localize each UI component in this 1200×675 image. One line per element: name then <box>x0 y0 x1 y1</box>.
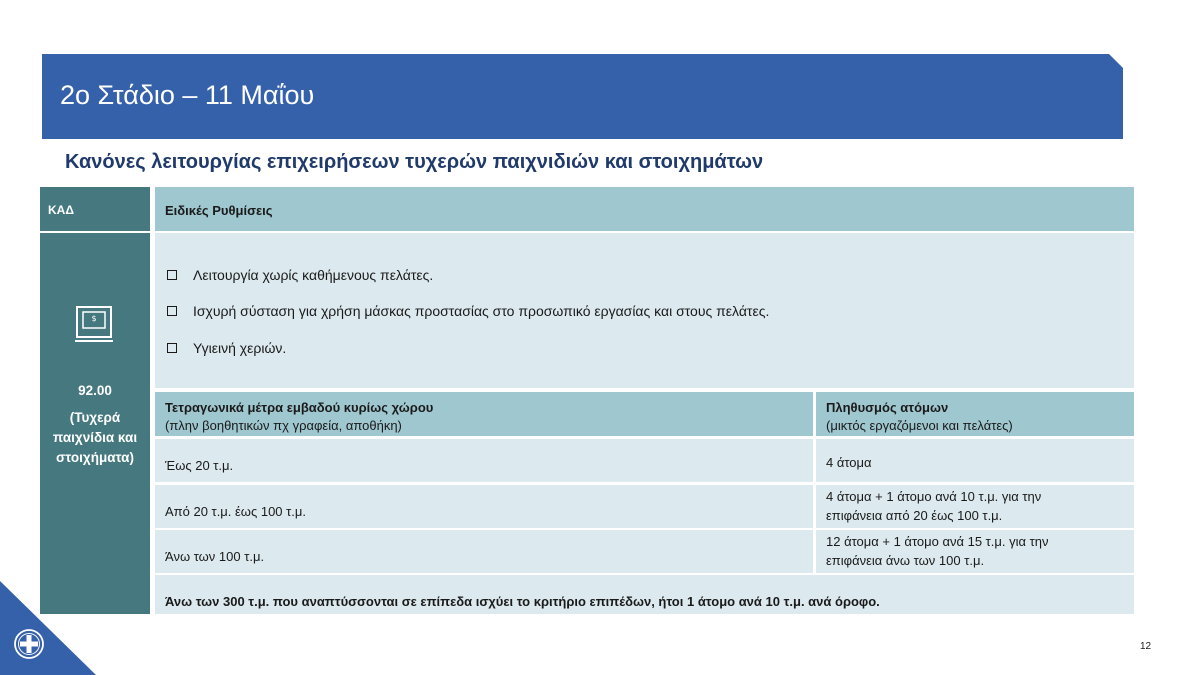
kad-description <box>40 408 150 468</box>
people-header-title: Πληθυσμός ατόμων <box>826 400 949 415</box>
area-header-title: Τετραγωνικά μέτρα εμβαδού κυρίως χώρου <box>165 400 434 415</box>
people-value: επιφάνεια από 20 έως 100 τ.μ. <box>826 508 1003 523</box>
rule-item <box>167 267 433 283</box>
rule-item <box>167 303 769 319</box>
footer-note-cell <box>155 575 1134 614</box>
rules-header-label: Ειδικές Ρυθμίσεις <box>165 203 273 218</box>
people-value: επιφάνεια άνω των 100 τ.μ. <box>826 553 985 568</box>
table-row-people <box>816 485 1134 528</box>
table-row-area <box>155 485 813 528</box>
table-row-area <box>155 530 813 573</box>
checkbox-bullet-icon <box>167 343 177 353</box>
area-value: Από 20 τ.μ. έως 100 τ.μ. <box>165 504 306 519</box>
kad-header-label: ΚΑΔ <box>48 203 74 217</box>
checkbox-bullet-icon <box>167 270 177 280</box>
kad-description-line: παιχνίδια και <box>52 430 138 445</box>
area-value: Έως 20 τ.μ. <box>165 458 234 473</box>
table-row-people <box>816 439 1134 482</box>
kad-description-line: (Τυχερά <box>69 410 121 425</box>
people-value: 4 άτομα + 1 άτομο ανά 10 τ.μ. για την <box>826 489 1042 504</box>
rule-text: Υγιεινή χεριών. <box>193 340 287 356</box>
kad-description-line: στοιχήματα) <box>56 450 134 465</box>
checkbox-bullet-icon <box>167 306 177 316</box>
kad-header-cell <box>40 187 150 231</box>
table-row-people <box>816 530 1134 573</box>
area-header-subtitle: (πλην βοηθητικών πχ γραφεία, αποθήκη) <box>165 418 402 433</box>
greek-emblem-icon <box>0 581 96 675</box>
table-row-area <box>155 439 813 482</box>
slide-title: 2ο Στάδιο – 11 Μαΐου <box>60 80 315 110</box>
kad-body-cell <box>40 233 150 614</box>
kad-code: 92.00 <box>78 383 112 398</box>
people-header-cell <box>816 392 1134 436</box>
rule-text: Ισχυρή σύσταση για χρήση μάσκας προστασίας στο προσωπικό εργασίας και στους πελάτες. <box>193 303 770 319</box>
footer-note: Άνω των 300 τ.μ. που αναπτύσσονται σε επίπεδα ισχύει το κριτήριο επιπέδων, ήτοι 1 άτομο ανά 10 τ.μ. ανά όροφο. <box>165 594 880 609</box>
rules-body-cell <box>155 233 1134 388</box>
rule-text: Λειτουργία χωρίς καθήμενους πελάτες. <box>193 267 434 283</box>
slot-machine-icon <box>74 304 114 346</box>
page-number: 12 <box>1140 641 1152 652</box>
svg-text:$: $ <box>91 314 97 323</box>
rule-item <box>167 340 286 356</box>
area-value: Άνω των 100 τ.μ. <box>165 549 265 564</box>
area-header-cell <box>155 392 813 436</box>
slide-subtitle: Κανόνες λειτουργίας επιχειρήσεων τυχερών παιχνιδιών και στοιχημάτων <box>65 151 764 173</box>
people-value: 4 άτομα <box>826 455 872 470</box>
people-value: 12 άτομα + 1 άτομο ανά 15 τ.μ. για την <box>826 534 1049 549</box>
people-header-subtitle: (μικτός εργαζόμενοι και πελάτες) <box>826 418 1013 433</box>
rules-header-cell <box>155 187 1134 231</box>
